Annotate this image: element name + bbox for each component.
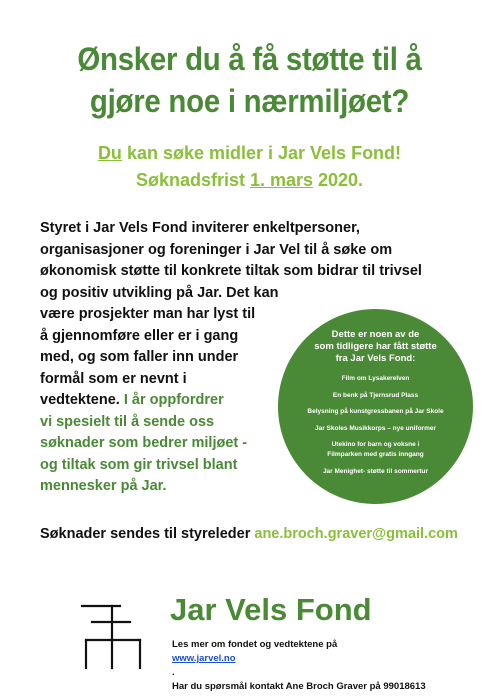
body-green-line-4: mennesker på Jar.: [40, 478, 167, 494]
headline-line-2: gjøre noe i nærmiljøet?: [89, 83, 410, 119]
list-item: Jar Menighet- støtte til sommertur: [322, 467, 429, 475]
contact-email[interactable]: ane.broch.graver@gmail.com: [254, 526, 458, 542]
deadline-year: 2020.: [313, 170, 364, 190]
circle-intro: [278, 329, 473, 365]
list-item: Jar Skoles Musikkorps – nye uniformer: [314, 424, 437, 432]
footer-line-1-prefix: Les mer om fondet og vedtektene på: [172, 639, 338, 650]
jar-vel-logo-icon: [80, 598, 144, 670]
body-line-4: og positiv utvikling på Jar. Det kan: [40, 284, 279, 301]
body-green-line-3: og tiltak som gir trivsel blant: [40, 456, 238, 473]
footer-contact: [172, 638, 426, 694]
list-item: Belysning på kunstgressbanen på Jar Skole: [307, 408, 444, 415]
headline-line-1: Ønsker du å få støtte til å: [77, 41, 422, 77]
list-item: Utekino for barn og voksne i: [331, 441, 420, 448]
body-line-7: med, og som faller inn under: [40, 349, 239, 365]
list-item: Film om Lysakerelven: [341, 375, 410, 382]
body-line-9-green: I år oppfordrer: [123, 392, 224, 408]
body-green-line-2: søknader som bedrer miljøet -: [40, 435, 248, 451]
past-support-circle: [278, 309, 473, 504]
deadline-prefix: Søknadsfrist: [135, 170, 250, 190]
body-green-line-1: vi spesielt til å sende oss: [40, 413, 215, 430]
deadline-date: 1. mars: [249, 170, 314, 190]
body-line-3: økonomisk støtte til konkrete tiltak som bidrar til trivsel: [40, 263, 422, 279]
footer-line-1: [172, 638, 426, 680]
body-line-8: formål som er nevnt i: [40, 370, 187, 387]
circle-intro-line-2: som tidligere har fått støtte: [314, 341, 437, 352]
list-item: En benk på Tjernsrud Plass: [332, 391, 419, 399]
send-applications: [40, 524, 458, 544]
body-line-9-black: vedtektene.: [40, 392, 124, 408]
list-item: Filmparken med gratis inngang: [327, 451, 424, 458]
subheading-line-1: [20, 140, 479, 167]
subheading-line-2: [20, 167, 479, 194]
footer-line-1-suffix: .: [172, 667, 175, 678]
website-link[interactable]: www.jarvel.no: [172, 653, 236, 664]
circle-intro-line-3: fra Jar Vels Fond:: [335, 353, 416, 364]
subheading-line-1-rest: kan søke midler i Jar Vels Fond!: [121, 143, 402, 163]
subheading: [20, 140, 479, 194]
past-support-list: [278, 375, 473, 476]
subheading-du: Du: [97, 143, 122, 163]
body-line-5: være prosjekter man har lyst til: [40, 306, 256, 322]
body-line-6: å gjennomføre eller er i gang: [40, 327, 239, 344]
footer-line-2: Har du spørsmål kontakt Ane Broch Graver på 99018613: [172, 681, 426, 692]
headline: [38, 38, 460, 122]
brand-name: Jar Vels Fond: [170, 592, 372, 627]
circle-intro-line-1: Dette er noen av de: [331, 329, 420, 340]
body-line-2: organisasjoner og foreninger i Jar Vel til å søke om: [40, 241, 393, 258]
body-line-1: Styret i Jar Vels Fond inviterer enkeltpersoner,: [40, 220, 360, 236]
send-label: Søknader sendes til styreleder: [40, 526, 255, 542]
